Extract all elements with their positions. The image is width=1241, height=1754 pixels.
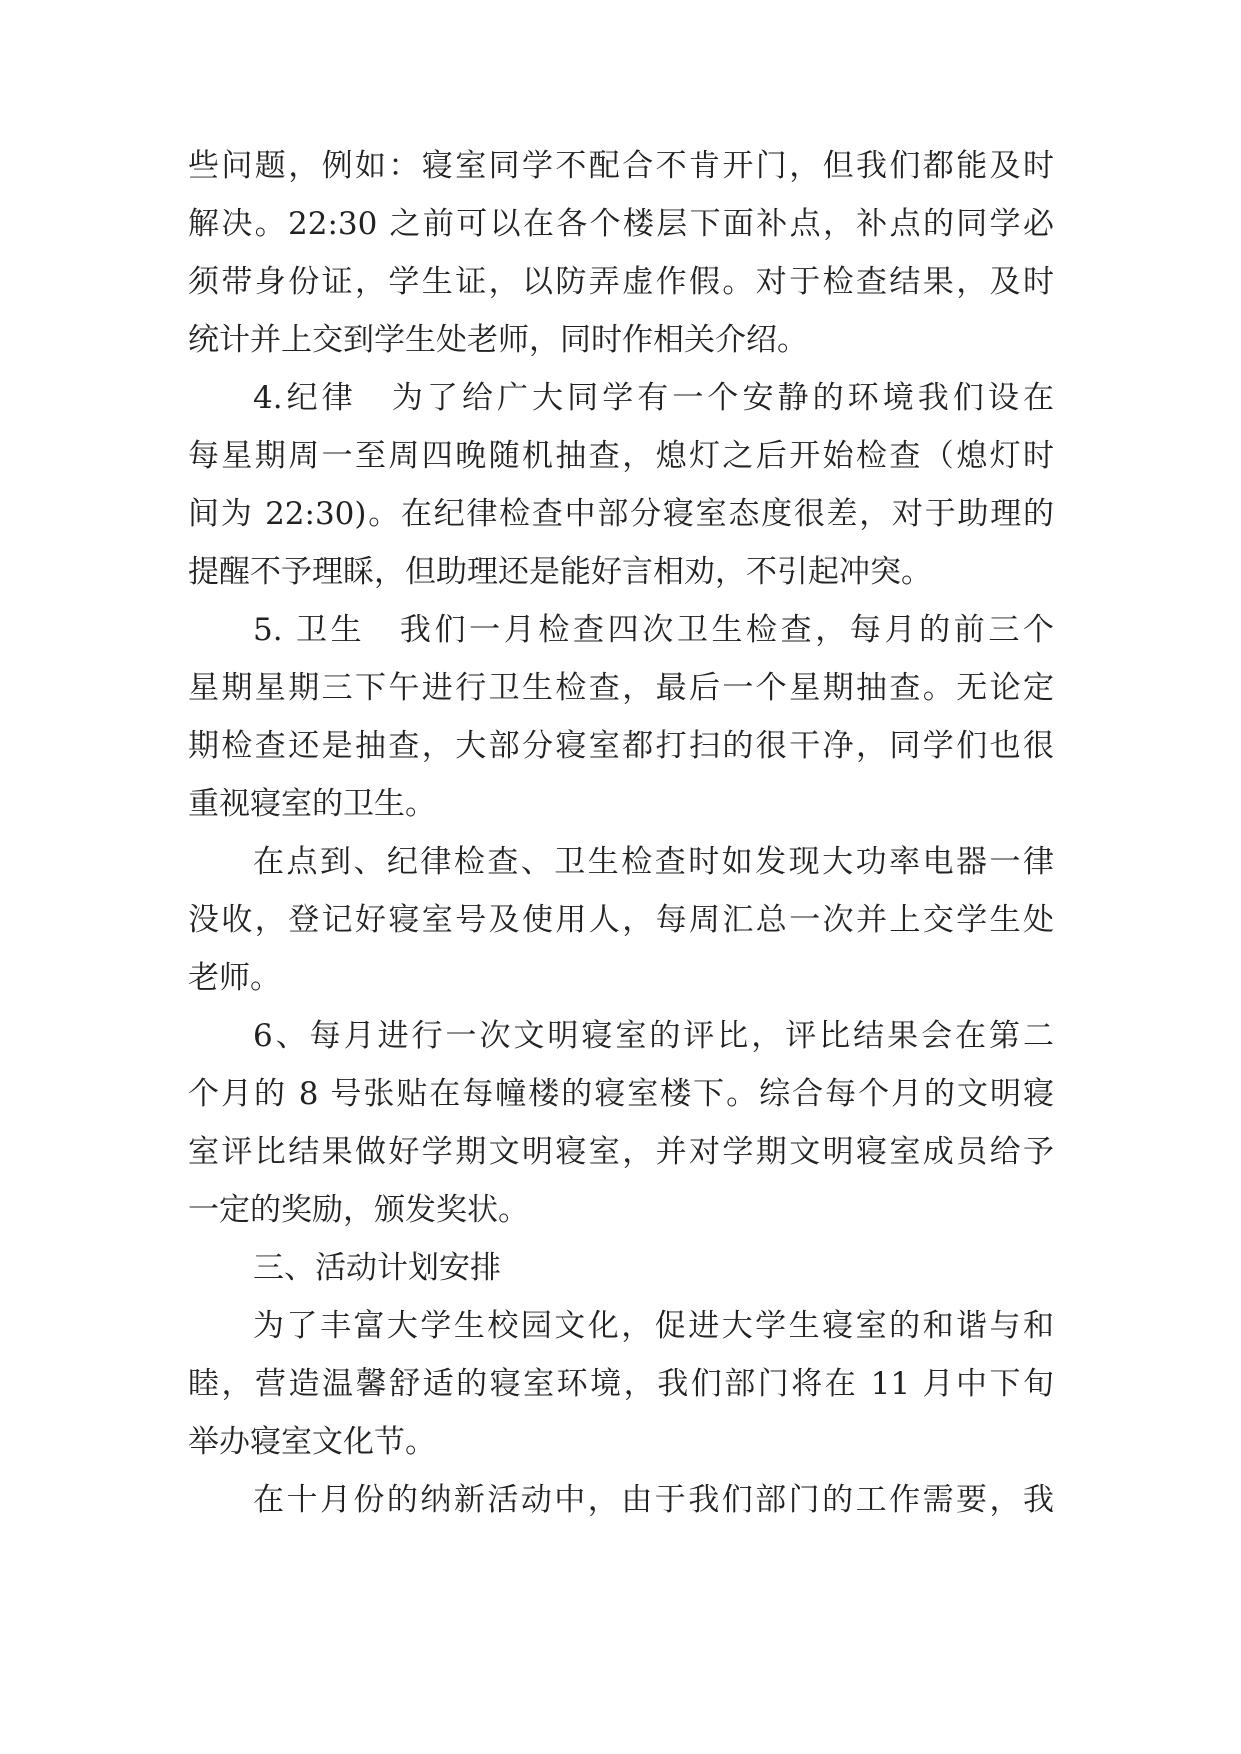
text-line: 6、每月进行一次文明寝室的评比，评比结果会在第二: [253, 1018, 1054, 1054]
text-line: 间为 22:30)。在纪律检查中部分寝室态度很差，对于助理的: [188, 496, 1054, 532]
text-line: 解决。22:30 之前可以在各个楼层下面补点，补点的同学必: [188, 206, 1054, 242]
text-line: 提醒不予理睬，但助理还是能好言相劝，不引起冲突。: [188, 554, 932, 590]
text-line: 没收，登记好寝室号及使用人，每周汇总一次并上交学生处: [188, 902, 1054, 938]
text-line: 星期星期三下午进行卫生检查，最后一个星期抽查。无论定: [188, 670, 1054, 706]
text-line: 4.纪律 为了给广大同学有一个安静的环境我们设在: [253, 380, 1054, 416]
text-line: 重视寝室的卫生。: [188, 786, 436, 822]
text-line: 统计并上交到学生处老师，同时作相关介绍。: [188, 322, 808, 358]
text-line: 在十月份的纳新活动中，由于我们部门的工作需要，我: [253, 1482, 1054, 1518]
text-line: 一定的奖励，颁发奖状。: [188, 1192, 529, 1228]
text-line: 须带身份证，学生证，以防弄虚作假。对于检查结果，及时: [188, 264, 1054, 300]
text-line: 些问题，例如：寝室同学不配合不肯开门，但我们都能及时: [188, 148, 1054, 184]
section-heading: 三、活动计划安排: [253, 1250, 501, 1286]
text-line: 5. 卫生 我们一月检查四次卫生检查，每月的前三个: [253, 612, 1054, 648]
text-line: 每星期周一至周四晚随机抽查，熄灯之后开始检查（熄灯时: [188, 438, 1054, 474]
text-line: 老师。: [188, 960, 281, 996]
text-line: 期检查还是抽查，大部分寝室都打扫的很干净，同学们也很: [188, 728, 1054, 764]
text-line: 室评比结果做好学期文明寝室，并对学期文明寝室成员给予: [188, 1134, 1054, 1170]
text-line: 在点到、纪律检查、卫生检查时如发现大功率电器一律: [253, 844, 1054, 880]
text-line: 为了丰富大学生校园文化，促进大学生寝室的和谐与和: [253, 1308, 1054, 1344]
text-line: 睦，营造温馨舒适的寝室环境，我们部门将在 11 月中下旬: [188, 1366, 1054, 1402]
text-line: 举办寝室文化节。: [188, 1424, 436, 1460]
text-line: 个月的 8 号张贴在每幢楼的寝室楼下。综合每个月的文明寝: [188, 1076, 1054, 1112]
